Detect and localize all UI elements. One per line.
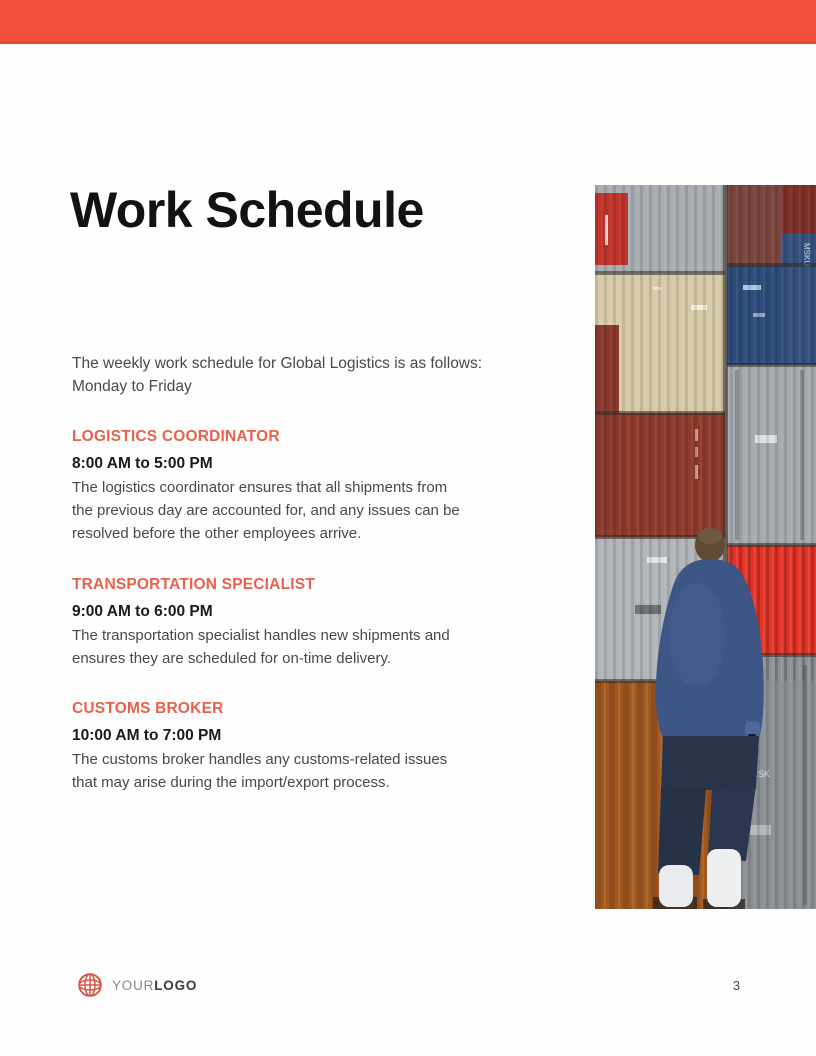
description-line: The customs broker handles any customs-related issues <box>72 751 448 768</box>
description-line: that may arise during the import/export process. <box>72 774 390 791</box>
section-transportation-specialist <box>72 576 552 670</box>
section-heading: LOGISTICS COORDINATOR <box>72 428 280 445</box>
section-customs-broker <box>72 700 552 794</box>
description-line: The logistics coordinator ensures that all shipments from <box>72 479 448 496</box>
section-heading: TRANSPORTATION SPECIALIST <box>72 576 315 593</box>
section-hours: 10:00 AM to 7:00 PM <box>72 727 222 744</box>
description-line: ensures they are scheduled for on-time delivery. <box>72 650 392 667</box>
top-accent-bar <box>0 0 816 44</box>
logo-text-light: YOUR <box>112 977 155 993</box>
containers-photo-svg <box>595 185 816 909</box>
description-line: resolved before the other employees arrive. <box>72 525 362 542</box>
section-description <box>72 624 552 670</box>
section-description <box>72 476 552 545</box>
intro-line-1: The weekly work schedule for Global Logistics is as follows: <box>72 355 483 372</box>
description-line: the previous day are accounted for, and any issues can be <box>72 502 460 519</box>
section-logistics-coordinator <box>72 428 552 545</box>
containers-photo <box>595 185 816 909</box>
logo-text-bold: LOGO <box>154 977 198 993</box>
section-hours: 8:00 AM to 5:00 PM <box>72 455 213 472</box>
intro-line-2: Monday to Friday <box>72 378 192 395</box>
page-title: Work Schedule <box>70 182 424 238</box>
section-hours: 9:00 AM to 6:00 PM <box>72 603 213 620</box>
globe-icon <box>77 972 103 998</box>
section-heading: CUSTOMS BROKER <box>72 700 224 717</box>
logo-text <box>112 978 197 993</box>
page-number: 3 <box>732 978 740 993</box>
footer-logo <box>77 972 197 998</box>
section-description <box>72 748 552 794</box>
description-line: The transportation specialist handles new shipments and <box>72 627 450 644</box>
intro-text <box>72 352 552 398</box>
